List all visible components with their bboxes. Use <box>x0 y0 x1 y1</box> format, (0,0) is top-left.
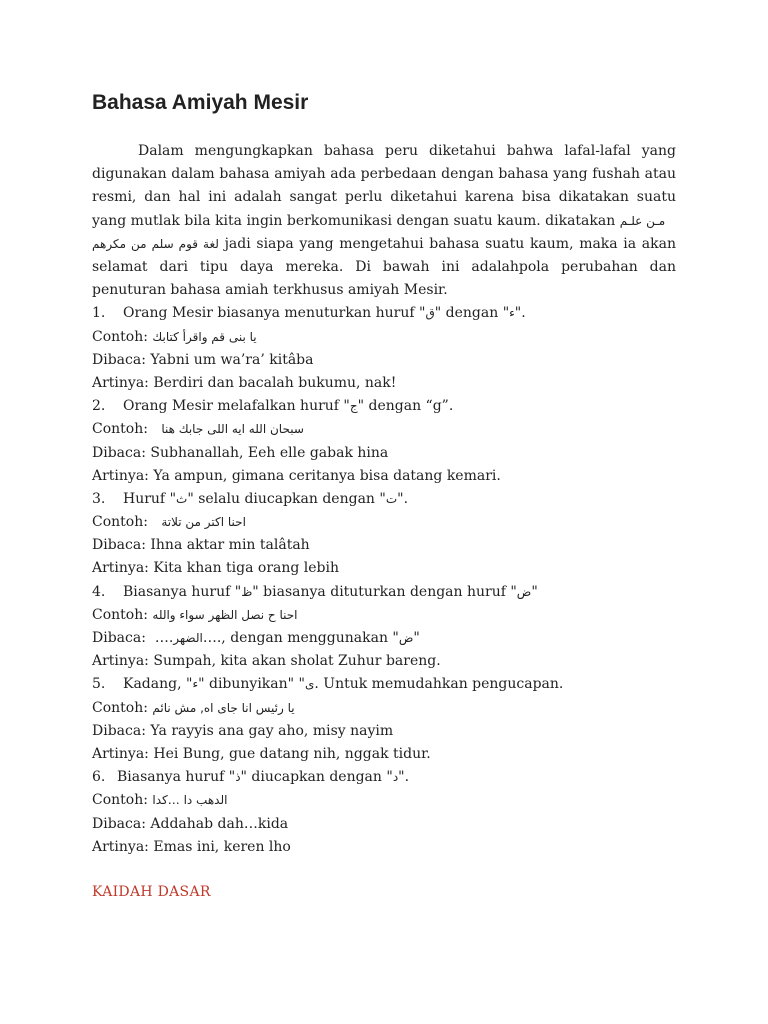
artinya-line-2 <box>92 465 676 488</box>
dibaca-line-3 <box>92 534 676 557</box>
rule-text: " dengan “g”. <box>357 398 454 415</box>
contoh-line-6 <box>92 789 676 812</box>
artinya-text: Ya ampun, gimana ceritanya bisa datang kemari. <box>153 467 501 484</box>
intro-paragraph <box>92 140 676 302</box>
section-heading-kaidah-dasar: KAIDAH DASAR <box>92 883 211 900</box>
rule-arabic-letter: ء <box>192 677 199 692</box>
intro-arabic-1: مـن علـم <box>619 213 666 228</box>
rule-number: 4. <box>92 583 106 600</box>
rule-number: 6. <box>92 769 106 786</box>
artinya-text: Kita khan tiga orang lebih <box>153 560 340 577</box>
dibaca-line-2 <box>92 442 676 465</box>
dibaca-line-5 <box>92 720 676 743</box>
artinya-text: Emas ini, keren lho <box>153 838 291 855</box>
page-title: Bahasa Amiyah Mesir <box>92 91 309 114</box>
dibaca-text: …. <box>154 630 174 647</box>
rule-text: ". <box>514 305 526 322</box>
dibaca-label: Dibaca: <box>92 722 146 739</box>
intro-arabic-2: لغة قوم سلم من مكرهم <box>92 236 219 251</box>
dibaca-line-6 <box>92 813 676 836</box>
dibaca-label: Dibaca: <box>92 351 146 368</box>
rule-text: " diucapkan dengan " <box>240 769 393 786</box>
artinya-text: Sumpah, kita akan sholat Zuhur bareng. <box>153 653 441 670</box>
rule-arabic-letter: د <box>392 770 399 785</box>
dibaca-text: Subhanallah, Eeh elle gabak hina <box>150 444 389 461</box>
rule-text: ". <box>397 490 409 507</box>
rule-arabic-letter: ج <box>349 399 358 414</box>
rule-number: 2. <box>92 398 106 415</box>
artinya-text: Berdiri dan bacalah bukumu, nak! <box>153 374 397 391</box>
rule-number: 5. <box>92 676 106 693</box>
rule-text: Kadang, " <box>123 676 193 693</box>
rule-text: " <box>531 583 538 600</box>
artinya-line-5 <box>92 743 676 766</box>
rule-text: " selalu diucapkan dengan " <box>187 490 386 507</box>
contoh-label: Contoh: <box>92 792 148 809</box>
dibaca-text: " <box>413 630 420 647</box>
dibaca-label: Dibaca: <box>92 815 146 832</box>
contoh-line-4 <box>92 604 676 627</box>
rule-arabic-letter: ظ <box>241 584 253 599</box>
dibaca-text: Yabni um wa’ra’ kitâba <box>150 351 314 368</box>
rule-arabic-letter: ث <box>176 491 188 506</box>
dibaca-text: …., dengan menggunakan " <box>202 630 399 647</box>
rule-arabic-letter: ت <box>385 491 398 506</box>
dibaca-arabic: ض <box>398 631 414 646</box>
dibaca-text: Addahab dah…kida <box>150 815 289 832</box>
artinya-label: Artinya: <box>92 745 149 762</box>
artinya-line-3 <box>92 557 676 580</box>
artinya-label: Artinya: <box>92 467 149 484</box>
rule-number: 3. <box>92 490 106 507</box>
artinya-line-4 <box>92 650 676 673</box>
dibaca-text: Ihna aktar min talâtah <box>150 537 310 554</box>
spacer <box>92 118 676 140</box>
dibaca-text: Ya rayyis ana gay aho, misy nayim <box>150 722 394 739</box>
contoh-label: Contoh: <box>92 606 148 623</box>
rule-text: Orang Mesir melafalkan huruf " <box>123 398 350 415</box>
contoh-label: Contoh: <box>92 328 148 345</box>
artinya-label: Artinya: <box>92 838 149 855</box>
contoh-line-5 <box>92 697 676 720</box>
rule-text: . Untuk memudahkan pengucapan. <box>314 676 564 693</box>
rule-text: Huruf " <box>123 490 177 507</box>
dibaca-line-1 <box>92 349 676 372</box>
rule-line-6 <box>92 766 676 789</box>
artinya-label: Artinya: <box>92 374 149 391</box>
artinya-text: Hei Bung, gue datang nih, nggak tidur. <box>153 745 431 762</box>
rule-number: 1. <box>92 305 106 322</box>
artinya-line-1 <box>92 372 676 395</box>
contoh-label: Contoh: <box>92 514 148 531</box>
intro-text-1: Dalam mengungkapkan bahasa peru diketahui bahwa lafal-lafal yang digunakan dalam bahasa amiyah ada perbedaan dengan bahasa yang fushah atau resmi, dan hal ini adalah sangat perlu diketahui karena bisa dikatakan suatu yang mutlak bila kita ingin berkomunikasi dengan suatu kaum. dikatakan <box>92 143 676 229</box>
rule-arabic-letter: ى <box>304 677 315 692</box>
rule-line-2 <box>92 395 676 418</box>
artinya-label: Artinya: <box>92 653 149 670</box>
dibaca-label: Dibaca: <box>92 444 146 461</box>
rule-text: " biasanya dituturkan dengan huruf " <box>252 583 517 600</box>
rule-text: Biasanya huruf " <box>117 769 236 786</box>
contoh-arabic: الدهب دا …كدا <box>152 793 228 808</box>
rule-line-1 <box>92 302 676 325</box>
rule-arabic-letter: ذ <box>235 770 241 785</box>
contoh-arabic: احنا اكتر من تلاتة <box>161 515 246 530</box>
intro-text-2: jadi siapa yang mengetahui bahasa suatu kaum, maka ia akan selamat dari tipu daya mereka. Di bawah ini adalahpola perubahan dan penuturan bahasa amiah terkhusus amiyah Mesir. <box>92 235 676 299</box>
dibaca-label: Dibaca: <box>92 537 146 554</box>
rule-arabic-letter: ق <box>425 306 435 321</box>
dibaca-arabic: الضهر <box>173 631 203 646</box>
rule-text: " dengan " <box>434 305 510 322</box>
rule-line-4 <box>92 581 676 604</box>
rule-arabic-letter: ض <box>516 584 532 599</box>
contoh-label: Contoh: <box>92 699 148 716</box>
rule-text: ". <box>398 769 410 786</box>
rule-text: Orang Mesir biasanya menuturkan huruf " <box>123 305 426 322</box>
contoh-arabic: احنا ح نصل الظهر سواء والله <box>152 607 298 622</box>
contoh-label: Contoh: <box>92 421 148 438</box>
contoh-line-2 <box>92 418 676 441</box>
contoh-arabic: يا رئيس انا جاى اه, مش نائم <box>152 700 295 715</box>
dibaca-label: Dibaca: <box>92 630 146 647</box>
artinya-label: Artinya: <box>92 560 149 577</box>
contoh-arabic: سبحان الله ايه اللى جابك هنا <box>161 422 304 437</box>
contoh-line-1 <box>92 326 676 349</box>
rule-arabic-letter: ء <box>509 306 515 321</box>
contoh-line-3 <box>92 511 676 534</box>
contoh-arabic: يا بنى قم واقرأ كتابك <box>152 329 257 344</box>
artinya-line-6 <box>92 836 676 859</box>
dibaca-line-4 <box>92 627 676 650</box>
rule-text: " dibunyikan" " <box>198 676 305 693</box>
document-page <box>92 88 676 904</box>
rule-line-3 <box>92 488 676 511</box>
rule-line-5 <box>92 673 676 696</box>
rule-text: Biasanya huruf " <box>123 583 242 600</box>
